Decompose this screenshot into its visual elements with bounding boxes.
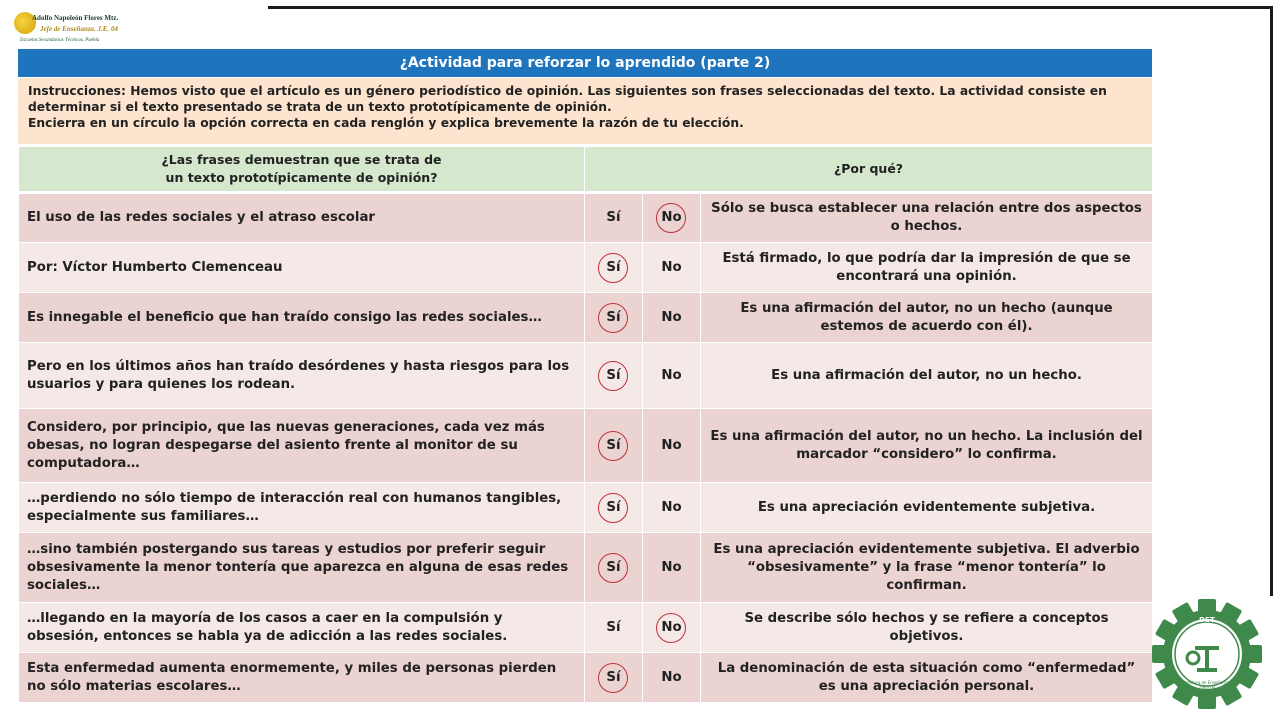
table-row <box>19 343 1153 409</box>
instructions-box <box>18 78 1152 144</box>
yes-option-cell[interactable] <box>585 483 643 533</box>
activity-table <box>18 146 1153 703</box>
table-row <box>19 483 1153 533</box>
yes-option-cell[interactable] <box>585 533 643 603</box>
yes-option[interactable]: Sí <box>606 210 621 225</box>
no-option[interactable]: No <box>661 367 682 383</box>
reason-cell: Es una apreciación evidentemente subjetiva. El adverbio “obsesivamente” y la frase “menor tontería” lo confirman. <box>701 533 1153 603</box>
logo-name: Adolfo Napoleón Flores Mtz. <box>32 14 119 22</box>
reason-cell: Se describe sólo hechos y se refiere a conceptos objetivos. <box>701 603 1153 653</box>
table-row <box>19 653 1153 703</box>
emblem-bottom-text-1: Jefatura de Enseñanza <box>1184 680 1230 685</box>
no-option-cell[interactable] <box>643 533 701 603</box>
emblem-top-text: DST <box>1199 616 1215 624</box>
no-option-cell[interactable] <box>643 409 701 483</box>
yes-option[interactable]: Sí <box>606 309 621 325</box>
reason-cell: Es una apreciación evidentemente subjetiva. <box>701 483 1153 533</box>
logo-school: Escuelas Secundarias Técnicas. Puebla <box>20 38 100 43</box>
reason-cell: Está firmado, lo que podría dar la impresión de que se encontrará una opinión. <box>701 243 1153 293</box>
phrase-cell: Esta enfermedad aumenta enormemente, y miles de personas pierden no sólo materias escolares… <box>19 653 585 703</box>
phrase-cell: Por: Víctor Humberto Clemenceau <box>19 243 585 293</box>
instructions-line-3: Encierra en un círculo la opción correcta en cada renglón y explica brevemente la razón de tu elección. <box>28 116 744 130</box>
yes-option[interactable]: Sí <box>606 367 621 383</box>
no-option[interactable]: No <box>661 619 682 635</box>
reason-cell: Es una afirmación del autor, no un hecho. La inclusión del marcador “considero” lo confirma. <box>701 409 1153 483</box>
phrase-cell: El uso de las redes sociales y el atraso escolar <box>19 193 585 243</box>
phrase-cell: …perdiendo no sólo tiempo de interacción real con humanos tangibles, especialmente sus familiares… <box>19 483 585 533</box>
phrase-cell: Considero, por principio, que las nuevas generaciones, cada vez más obesas, no logran despegarse del asiento frente al monitor de su computadora… <box>19 409 585 483</box>
yes-option[interactable]: Sí <box>606 619 621 635</box>
phrase-cell: Es innegable el beneficio que han traído consigo las redes sociales… <box>19 293 585 343</box>
table-row <box>19 409 1153 483</box>
phrase-cell: …sino también postergando sus tareas y estudios por preferir seguir obsesivamente la menor tontería que aparezca en alguna de esas redes sociales… <box>19 533 585 603</box>
yes-option-cell[interactable] <box>585 603 643 653</box>
author-logo <box>14 10 126 48</box>
header-question: ¿Las frases demuestran que se trata de un texto prototípicamente de opinión? <box>19 147 585 193</box>
activity-title: ¿Actividad para reforzar lo aprendido (parte 2) <box>18 49 1152 77</box>
no-option-cell[interactable] <box>643 243 701 293</box>
frame-top-line <box>268 6 1272 9</box>
no-option[interactable]: No <box>661 259 682 275</box>
yes-option[interactable]: Sí <box>606 259 621 275</box>
yes-option-cell[interactable] <box>585 193 643 243</box>
yes-option-cell[interactable] <box>585 293 643 343</box>
yes-option-cell[interactable] <box>585 243 643 293</box>
yes-option-cell[interactable] <box>585 343 643 409</box>
frame-right-line <box>1270 6 1273 596</box>
no-option-cell[interactable] <box>643 293 701 343</box>
no-option[interactable]: No <box>661 669 682 685</box>
no-option[interactable]: No <box>661 499 682 515</box>
yes-option[interactable]: Sí <box>606 669 621 685</box>
yes-option-cell[interactable] <box>585 409 643 483</box>
reason-cell: Es una afirmación del autor, no un hecho (aunque estemos de acuerdo con él). <box>701 293 1153 343</box>
no-option-cell[interactable] <box>643 193 701 243</box>
instructions-line-2: determinar si el texto presentado se trata de un texto prototípicamente de opinión. <box>28 100 612 114</box>
table-row <box>19 603 1153 653</box>
phrase-cell: Pero en los últimos años han traído desórdenes y hasta riesgos para los usuarios y para quienes los rodean. <box>19 343 585 409</box>
logo-role: Jefe de Enseñanza. J.E. 04 <box>40 25 118 33</box>
instructions-line-1: Instrucciones: Hemos visto que el artículo es un género periodístico de opinión. Las siguientes son frases seleccionadas del texto. La actividad consiste en <box>28 84 1107 98</box>
yes-option[interactable]: Sí <box>606 437 621 453</box>
no-option-cell[interactable] <box>643 483 701 533</box>
table-row <box>19 243 1153 293</box>
no-option[interactable]: No <box>661 210 682 225</box>
yes-option-cell[interactable] <box>585 653 643 703</box>
yes-option[interactable]: Sí <box>606 559 621 575</box>
no-option-cell[interactable] <box>643 653 701 703</box>
no-option-cell[interactable] <box>643 343 701 409</box>
no-option[interactable]: No <box>661 559 682 575</box>
dst-gear-emblem <box>1152 598 1262 710</box>
no-option[interactable]: No <box>661 309 682 325</box>
phrase-cell: …llegando en la mayoría de los casos a caer en la compulsión y obsesión, entonces se habla ya de adicción a las redes sociales. <box>19 603 585 653</box>
no-option-cell[interactable] <box>643 603 701 653</box>
reason-cell: Es una afirmación del autor, no un hecho. <box>701 343 1153 409</box>
header-why: ¿Por qué? <box>585 147 1153 193</box>
reason-cell: Sólo se busca establecer una relación entre dos aspectos o hechos. <box>701 193 1153 243</box>
table-header-row <box>19 147 1153 193</box>
table-row <box>19 193 1153 243</box>
yes-option[interactable]: Sí <box>606 499 621 515</box>
reason-cell: La denominación de esta situación como “enfermedad” es una apreciación personal. <box>701 653 1153 703</box>
table-row <box>19 293 1153 343</box>
table-row <box>19 533 1153 603</box>
no-option[interactable]: No <box>661 437 682 453</box>
emblem-bottom-text-2: Zona 04 <box>1198 685 1216 690</box>
